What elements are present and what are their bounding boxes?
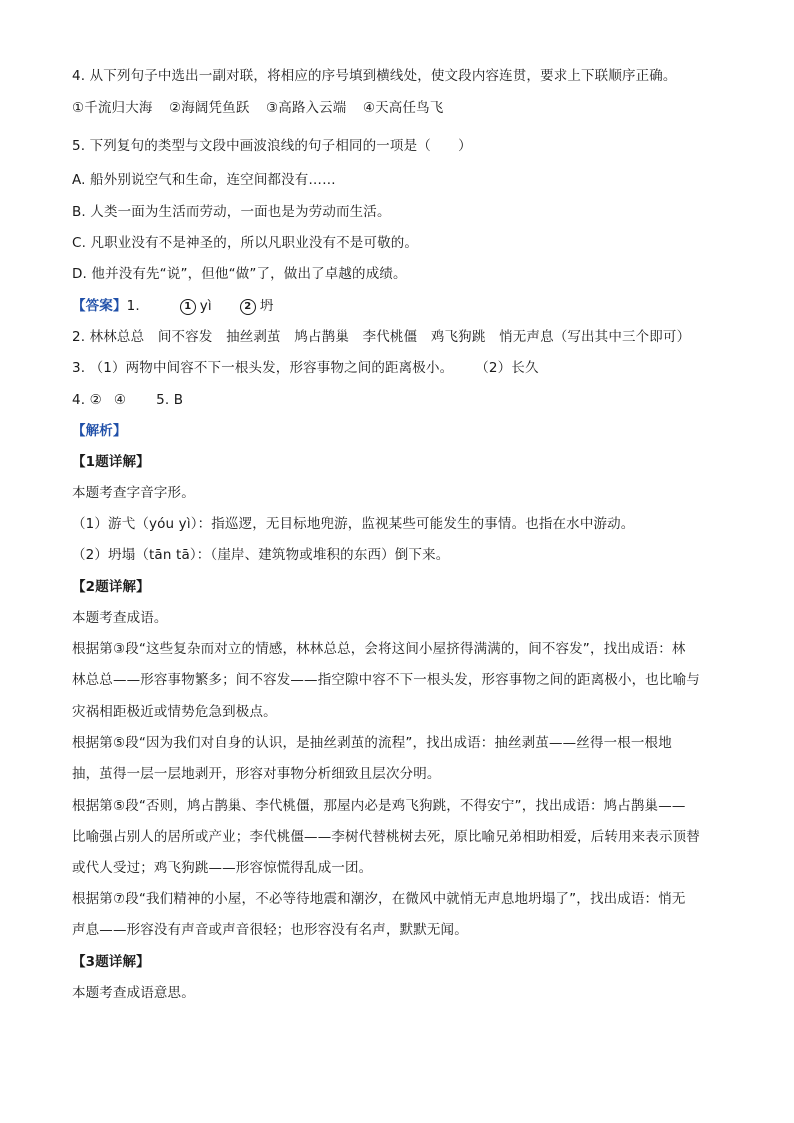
detail-2-line: 根据第⑦段“我们精神的小屋，不必等待地震和潮汐，在微风中就悄无声息地坍塌了”，找出成语：悄无 [72,891,686,907]
q5-option-c: C. 凡职业没有不是神圣的，所以凡职业没有不是可敬的。 [72,235,419,251]
q4-option-3: ③高路入云端 [265,100,347,116]
detail-2-line: 抽，茧得一层一层地剥开，形容对事物分析细致且层次分明。 [72,766,441,782]
detail-2-line: 根据第⑤段“因为我们对自身的认识，是抽丝剥茧的流程”，找出成语：抽丝剥茧——丝得一根一根地 [72,735,672,751]
circled-2-marker: 2 [240,299,256,315]
detail-2-line: 根据第⑤段“否则，鸠占鹊巢、李代桃僵，那屋内必是鸡飞狗跳，不得安宁”，找出成语：鸠占鹊巢—— [72,798,686,814]
detail-2-line: 声息——形容没有声音或声音很轻；也形容没有名声，默默无闻。 [72,922,468,938]
answer-5: 5. B [156,392,184,408]
detail-2-line: 根据第③段“这些复杂而对立的情感，林林总总，会将这间小屋挤得满满的，间不容发”，找出成语：林 [72,641,686,657]
answer-line-3 [72,358,539,378]
detail-2-line: 林总总——形容事物繁多；间不容发——指空隙中容不下一根头发，形容事物之间的距离极小，也比喻与 [72,672,700,688]
q5-option-a: A. 船外别说空气和生命，连空间都没有…… [72,172,336,188]
detail-1-line: （2）坍塌（tān tā）：（崖岸、建筑物或堆积的东西）倒下来。 [72,547,450,563]
answer-label: 【答案】 [72,298,127,314]
q5-option-b: B. 人类一面为生活而劳动，一面也是为劳动而生活。 [72,204,391,220]
detail-1-line: （1）游弋（yóu yì）：指巡逻，无目标地兜游，监视某些可能发生的事情。也指在水中游动。 [72,516,635,532]
answer-1-number: 1. [126,298,140,314]
detail-2-line: 或代人受过；鸡飞狗跳——形容惊慌得乱成一团。 [72,860,373,876]
q4-options [72,98,443,118]
q4-option-4: ④天高任鸟飞 [362,100,444,116]
detail-2-title: 【2题详解】 [72,579,150,595]
detail-2-line: 灾祸相距极近或情势危急到极点。 [72,704,277,720]
detail-2-line: 本题考查成语。 [72,610,168,626]
answer-4-second: ④ [113,392,127,408]
detail-2-line: 比喻强占别人的居所或产业；李代桃僵——李树代替桃树去死，原比喻兄弟相助相爱，后转用来表示顶替 [72,829,700,845]
q4-option-1: ①千流归大海 [72,100,153,116]
answer-3-part-2: （2）长久 [475,360,539,376]
answer-4-first: 4. ② [72,392,102,408]
detail-3-line: 本题考查成语意思。 [72,985,195,1001]
answer-1-value-2: 坍 [259,298,274,314]
detail-1-line: 本题考查字音字形。 [72,485,195,501]
circled-1-marker: 1 [180,299,196,315]
answer-line-1 [72,296,274,316]
q5-option-d: D. 他并没有先“说”，但他“做”了，做出了卓越的成绩。 [72,266,407,282]
q4-option-2: ②海阔凭鱼跃 [168,100,250,116]
q5-stem: 5. 下列复句的类型与文段中画波浪线的句子相同的一项是（ ） [72,138,472,154]
detail-3-title: 【3题详解】 [72,954,150,970]
q4-stem: 4. 从下列句子中选出一副对联，将相应的序号填到横线处，使文段内容连贯，要求上下联顺序正确。 [72,68,677,84]
answer-line-2: 2. 林林总总 间不容发 抽丝剥茧 鸠占鹊巢 李代桃僵 鸡飞狗跳 悄无声息（写出其中三个即可） [72,329,691,345]
detail-1-title: 【1题详解】 [72,454,150,470]
answer-1-value-1: yì [199,298,212,314]
answer-line-4 [72,390,183,410]
answer-3-part-1: 3. （1）两物中间容不下一根头发，形容事物之间的距离极小。 [72,360,454,376]
analysis-label: 【解析】 [72,423,127,439]
